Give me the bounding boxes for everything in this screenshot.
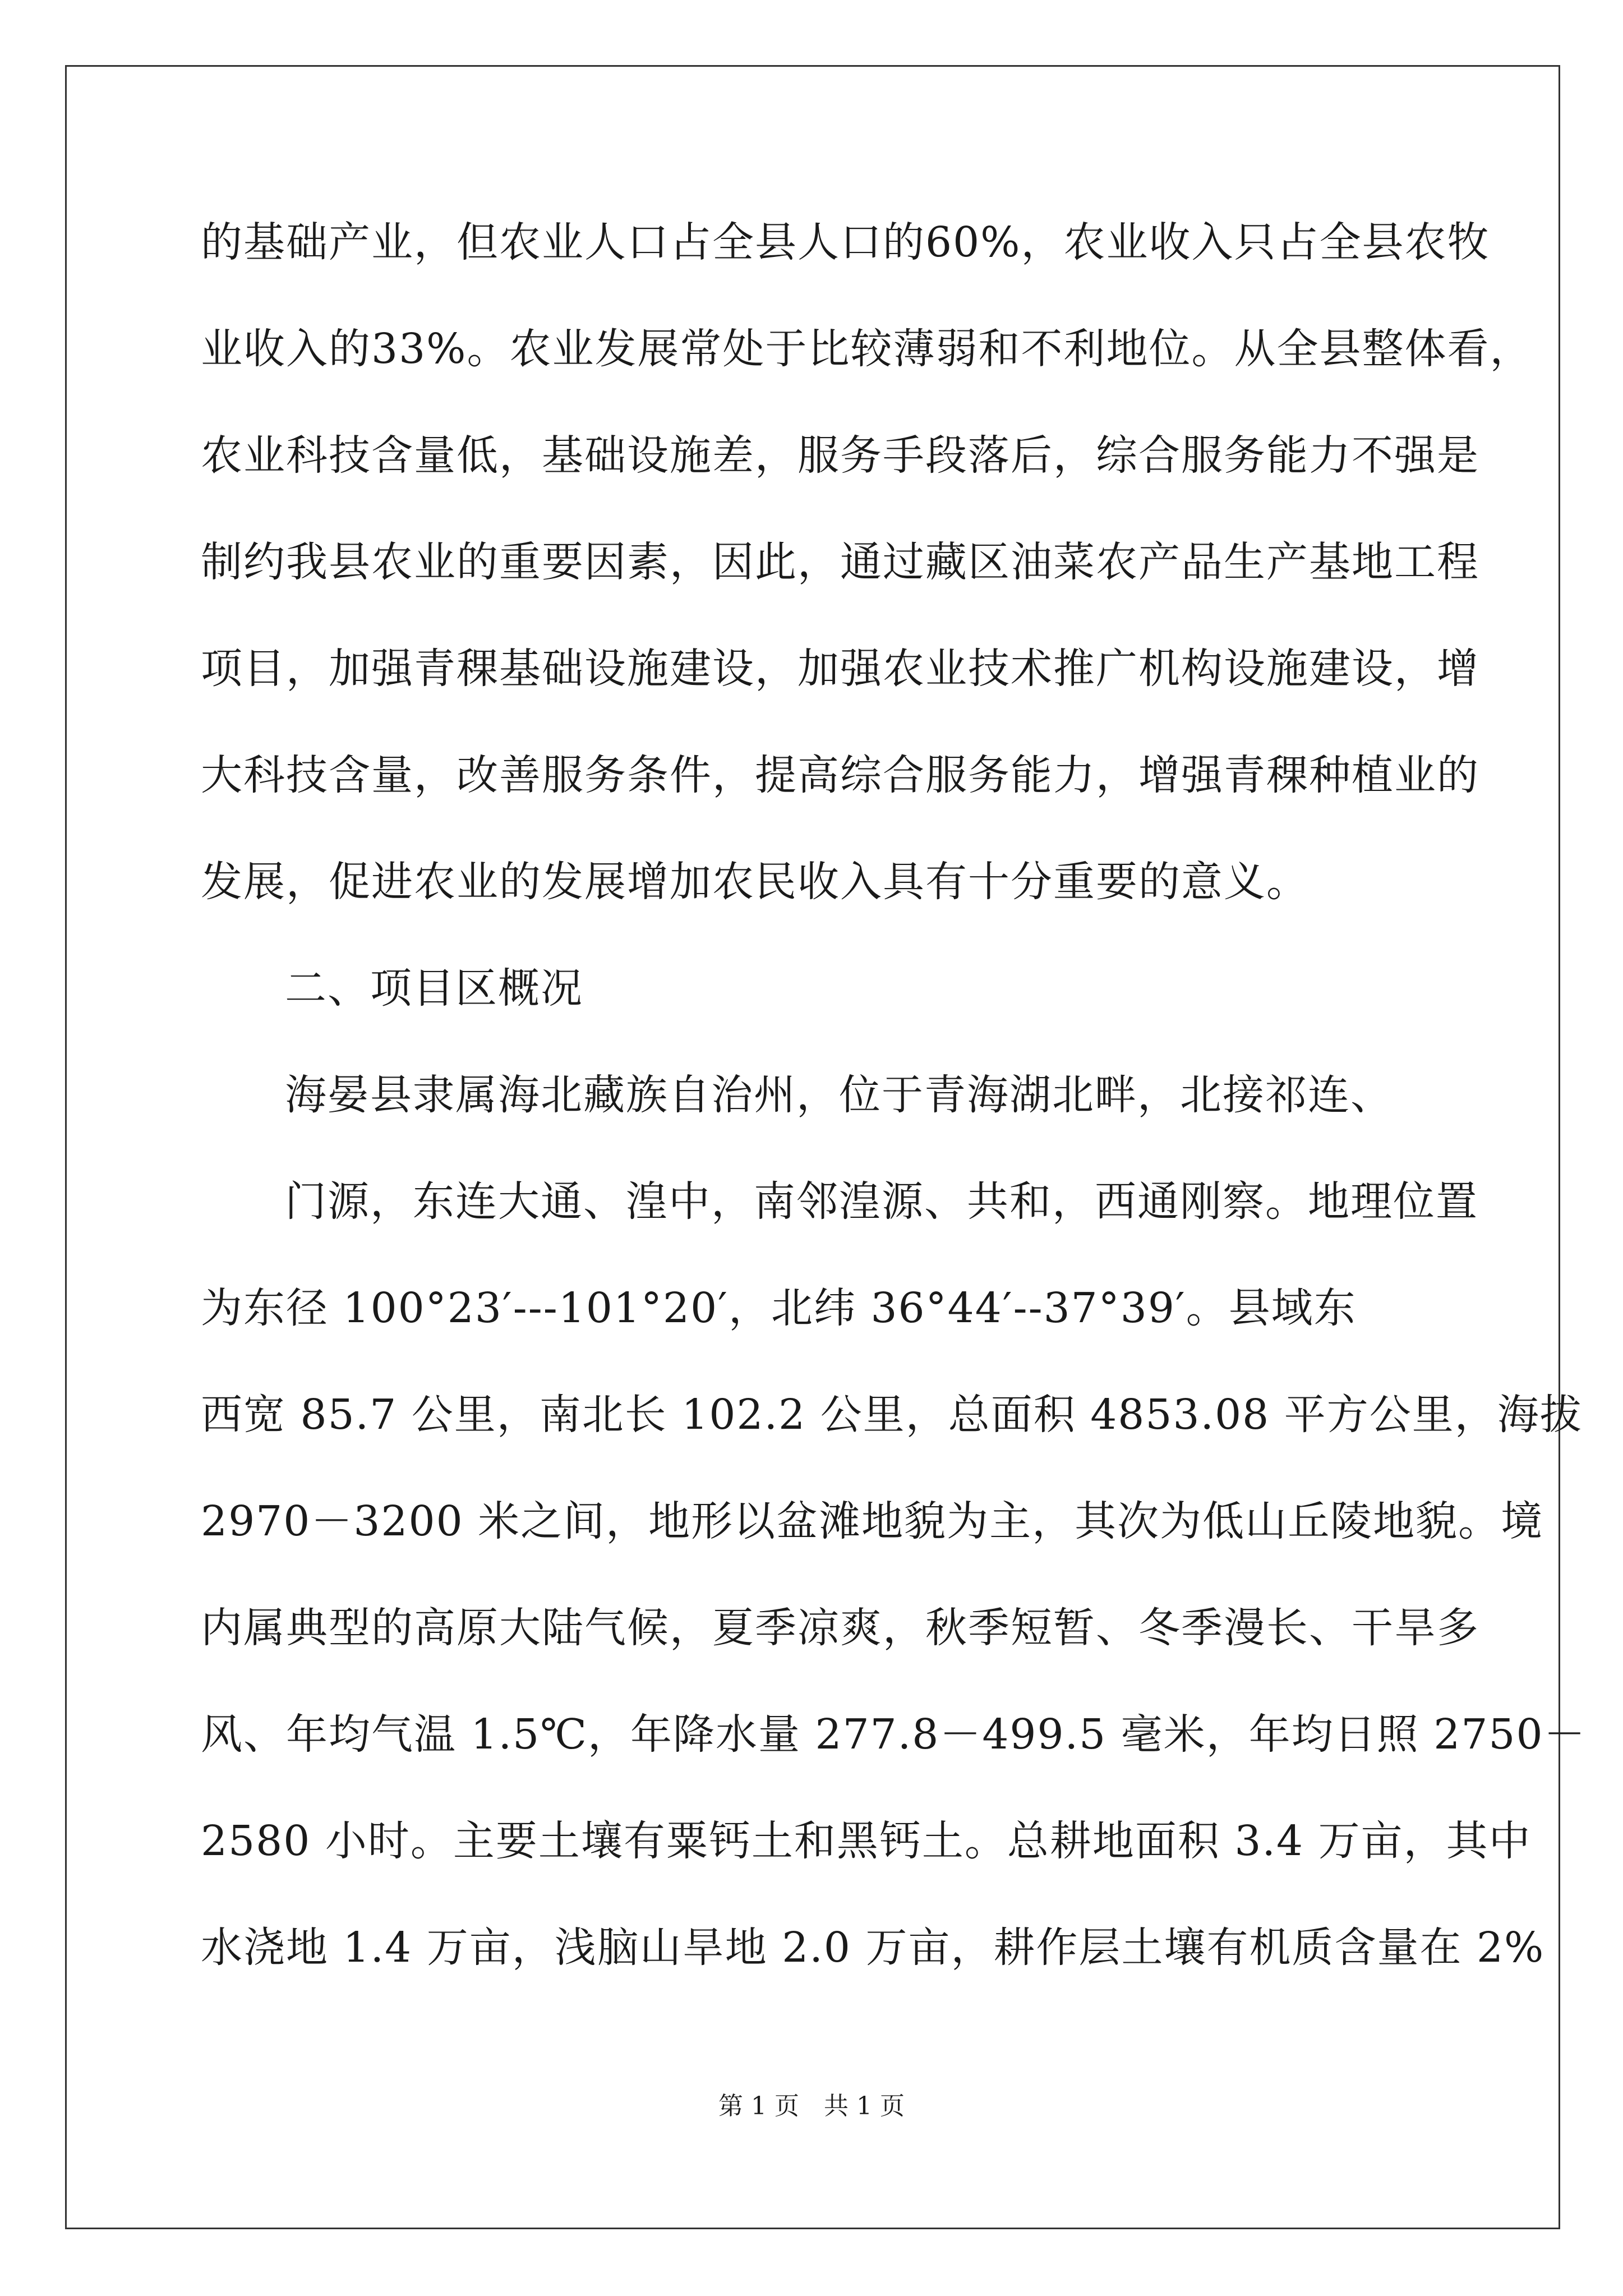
text-line: 门源，东连大通、湟中，南邻湟源、共和，西通刚察。地理位置 [285, 1177, 1478, 1226]
page-footer: 第 1 页 共 1 页 [718, 2092, 905, 2120]
text-line: 内属典型的高原大陆气候，夏季凉爽，秋季短暂、冬季漫长、干旱多 [201, 1604, 1479, 1652]
text-line: 风、年均气温 1.5℃，年降水量 277.8－499.5 毫米，年均日照 2750－ [201, 1710, 1587, 1759]
text-line: 大科技含量，改善服务条件，提高综合服务能力，增强青稞种植业的 [201, 751, 1479, 799]
text-line: 水浇地 1.4 万亩，浅脑山旱地 2.0 万亩，耕作层土壤有机质含量在 2% [201, 1924, 1545, 1972]
text-line: 为东径 100°23′---101°20′，北纬 36°44′--37°39′。县域东 [201, 1284, 1357, 1332]
text-line: 西宽 85.7 公里，南北长 102.2 公里，总面积 4853.08 平方公里，海拔 [201, 1391, 1583, 1439]
text-line: 海晏县隶属海北藏族自治州，位于青海湖北畔，北接祁连、 [285, 1071, 1393, 1119]
text-line: 业收入的33%。农业发展常处于比较薄弱和不利地位。从全县整体看， [201, 325, 1533, 373]
text-line: 制约我县农业的重要因素，因此，通过藏区油菜农产品生产基地工程 [201, 538, 1479, 586]
section-heading: 二、项目区概况 [285, 964, 583, 1013]
text-line: 发展，促进农业的发展增加农民收入具有十分重要的意义。 [201, 858, 1309, 906]
text-line: 的基础产业，但农业人口占全县人口的60%，农业收入只占全县农牧 [201, 218, 1490, 266]
text-line: 农业科技含量低，基础设施差，服务手段落后，综合服务能力不强是 [201, 431, 1479, 480]
text-line: 2580 小时。主要土壤有粟钙土和黑钙土。总耕地面积 3.4 万亩，其中 [201, 1817, 1532, 1865]
text-line: 2970－3200 米之间，地形以盆滩地貌为主，其次为低山丘陵地貌。境 [201, 1497, 1544, 1545]
text-line: 项目，加强青稞基础设施建设，加强农业技术推广机构设施建设，增 [201, 645, 1479, 693]
page-border [65, 65, 1560, 2229]
